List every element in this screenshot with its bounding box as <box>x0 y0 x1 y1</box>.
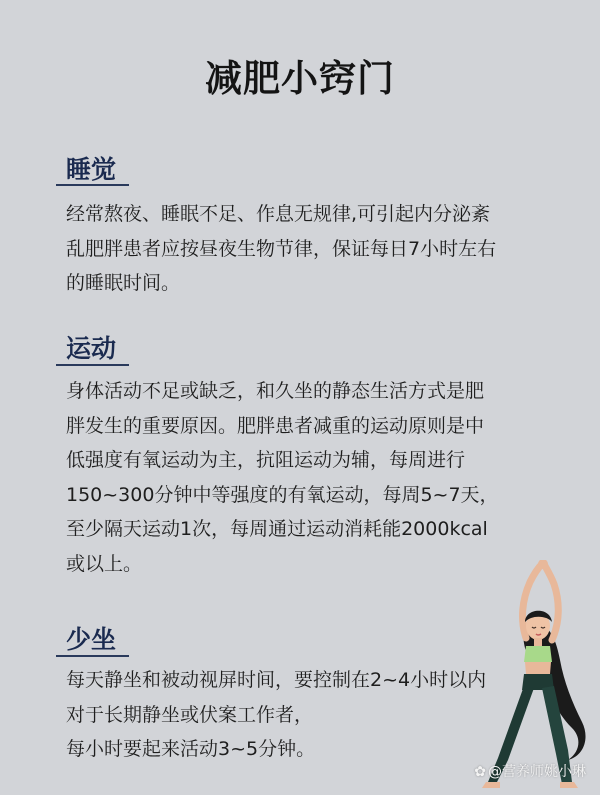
paw-icon: ✿ <box>474 764 486 780</box>
section-heading-sleep: 睡觉 <box>66 155 117 184</box>
section-body-sleep <box>66 197 496 301</box>
body-line: 经常熬夜、睡眠不足、作息无规律,可引起内分泌紊 <box>66 203 491 225</box>
heading-underline <box>56 364 129 366</box>
body-line: 至少隔天运动1次，每周通过运动消耗能2000kcal <box>66 518 488 540</box>
body-line: 每小时要起来活动3~5分钟。 <box>66 738 316 760</box>
page-title: 减肥小窍门 <box>205 57 395 100</box>
watermark-text: @营养师姚小琳 <box>488 764 586 780</box>
heading-underline <box>56 184 129 186</box>
watermark <box>474 761 586 781</box>
body-line: 或以上。 <box>66 552 143 575</box>
body-line: 对于长期静坐或伏案工作者， <box>66 703 314 726</box>
body-line: 身体活动不足或缺乏，和久坐的静态生活方式是肥 <box>66 380 485 402</box>
woman-stretching-illustration <box>468 560 600 795</box>
section-heading-exercise: 运动 <box>66 334 117 363</box>
body-line: 每天静坐和被动视屏时间，要控制在2~4小时以内 <box>66 669 487 691</box>
body-line: 乱肥胖患者应按昼夜生物节律，保证每日7小时左右 <box>66 237 497 260</box>
section-heading-sit-less: 少坐 <box>66 625 117 654</box>
body-line: 的睡眠时间。 <box>66 272 181 294</box>
body-line: 150~300分钟中等强度的有氧运动，每周5~7天， <box>66 483 499 506</box>
heading-underline <box>56 655 129 657</box>
body-line: 胖发生的重要原因。肥胖患者减重的运动原则是中 <box>66 414 485 437</box>
section-body-exercise <box>66 374 499 581</box>
section-body-sit-less <box>66 663 486 767</box>
body-line: 低强度有氧运动为主，抗阻运动为辅，每周进行 <box>66 449 466 471</box>
